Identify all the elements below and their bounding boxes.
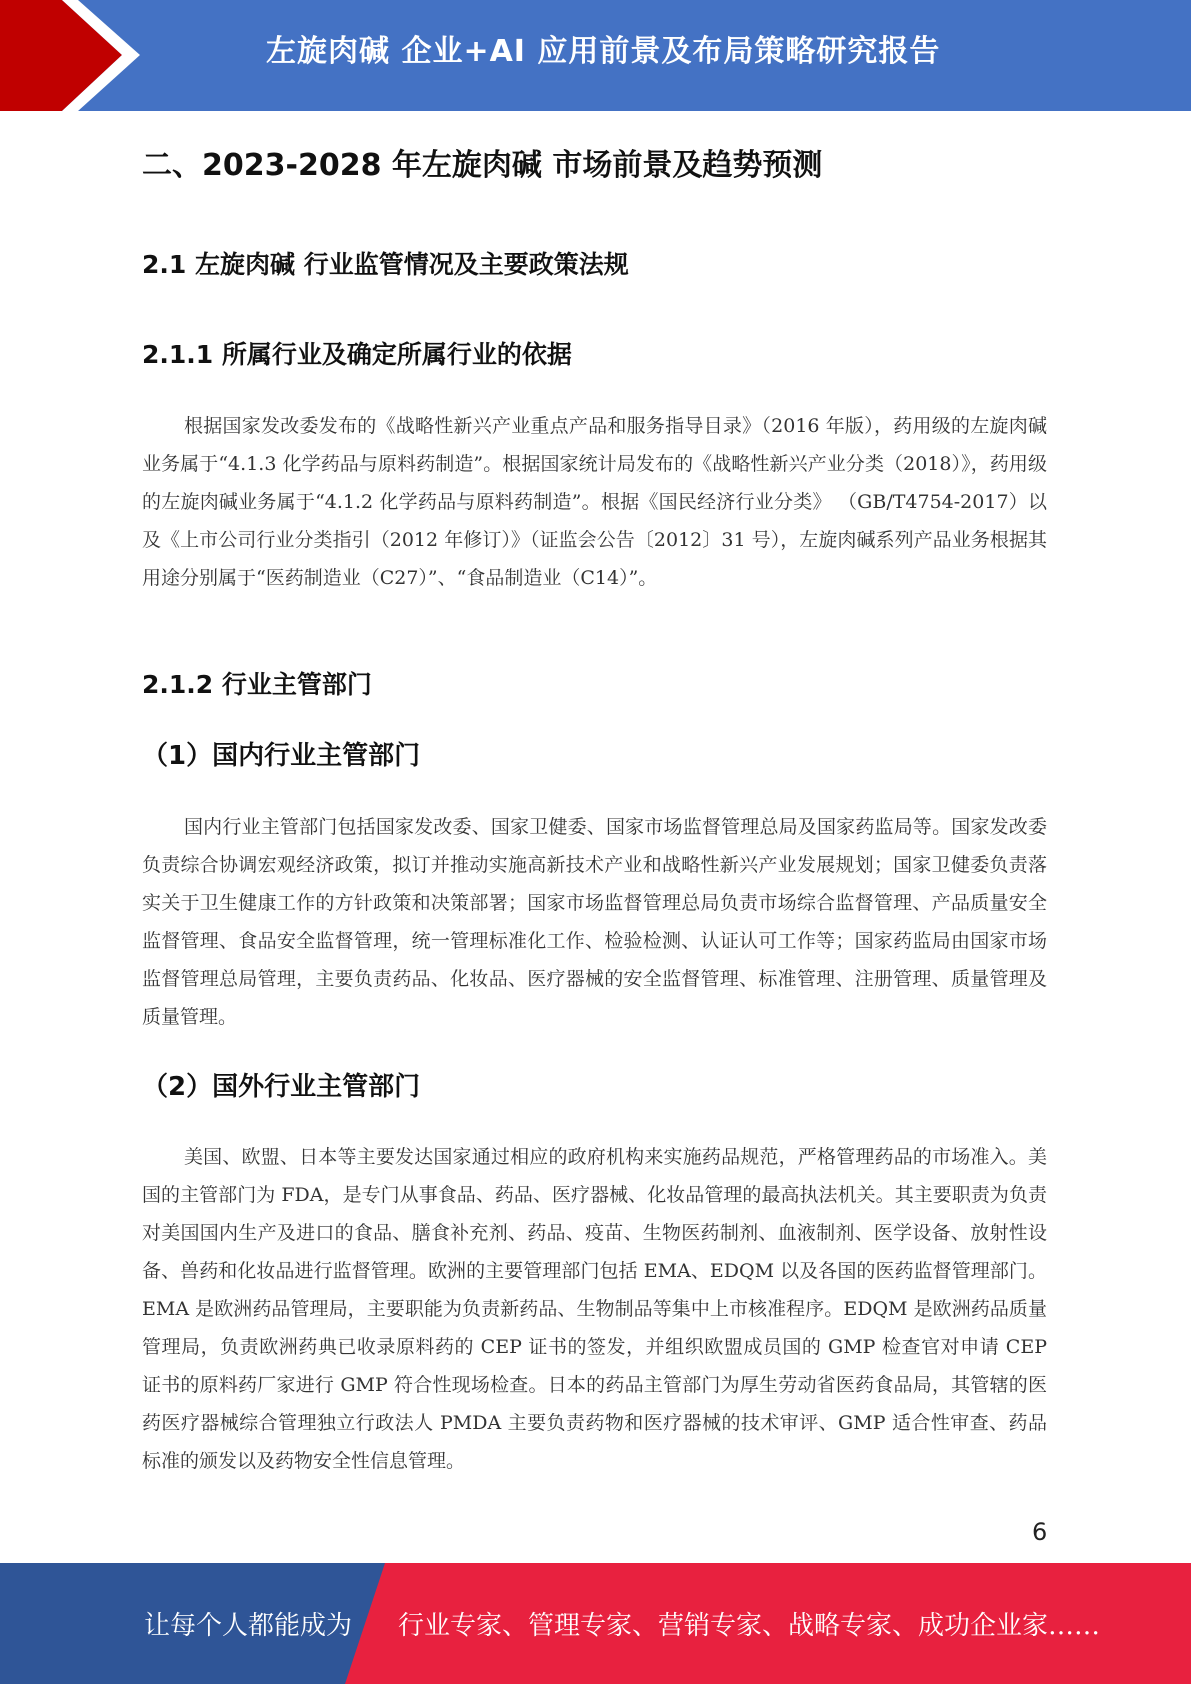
header-arrow-decoration [0,0,160,111]
page-header [0,0,1191,111]
paragraph-domestic-authorities: 国内行业主管部门包括国家发改委、国家卫健委、国家市场监督管理总局及国家药监局等。国家发改委负责综合协调宏观经济政策，拟订并推动实施高新技术产业和战略性新兴产业发展规划；国家卫健委负责落实关于卫生健康工作的方针政策和决策部署；国家市场监督管理总局负责市场综合监督管理、产品质量安全监督管理、食品安全监督管理，统一管理标准化工作、检验检测、认证认可工作等；国家药监局由国家市场监督管理总局管理，主要负责药品、化妆品、医疗器械的安全监督管理、标准管理、注册管理、质量管理及质量管理。 [142,816,1047,1028]
subsection-heading: 2.1.1 所属行业及确定所属行业的依据 [142,340,572,369]
page-number: 6 [1032,1518,1048,1546]
footer-slogan-right: 行业专家、管理专家、营销专家、战略专家、成功企业家…… [398,1611,1101,1641]
paragraph-industry-classification: 根据国家发改委发布的《战略性新兴产业重点产品和服务指导目录》（2016 年版），药用级的左旋肉碱业务属于“4.1.3 化学药品与原料药制造”。根据国家统计局发布的《战略性新兴产业分类（2018）》，药用级的左旋肉碱业务属于“4.1.2 化学药品与原料药制造”。根据《国民经济行业分类》 （GB/T4754-2017）以及《上市公司行业分类指引（2012 年修订）》（证监会公告〔2012〕31 号），左旋肉碱系列产品业务根据其用途分别属于“医药制造业（C27）”、“食品制造业（C14）”。 [142,415,1047,589]
sub-subsection-heading: （1）国内行业主管部门 [142,741,421,771]
subsection-heading: 2.1.2 行业主管部门 [142,670,372,699]
section-heading: 2.1 左旋肉碱 行业监管情况及主要政策法规 [142,250,629,279]
footer-slogan-left: 让每个人都能成为 [144,1611,353,1641]
page-footer [0,1563,1191,1684]
paragraph-foreign-authorities: 美国、欧盟、日本等主要发达国家通过相应的政府机构来实施药品规范，严格管理药品的市场准入。美国的主管部门为 FDA，是专门从事食品、药品、医疗器械、化妆品管理的最高执法机关。其主要职责为负责对美国国内生产及进口的食品、膳食补充剂、药品、疫苗、生物医药制剂、血液制剂、医学设备、放射性设备、兽药和化妆品进行监督管理。欧洲的主要管理部门包括 EMA、EDQM 以及各国的医药监督管理部门。EMA 是欧洲药品管理局，主要职能为负责新药品、生物制品等集中上市核准程序。EDQM 是欧洲药品质量管理局，负责欧洲药典已收录原料药的 CEP 证书的签发，并组织欧盟成员国的 GMP 检查官对申请 CEP 证书的原料药厂家进行 GMP 符合性现场检查。日本的药品主管部门为厚生劳动省医药食品局，其管辖的医药医疗器械综合管理独立行政法人 PMDA 主要负责药物和医疗器械的技术审评、GMP 适合性审查、药品标准的颁发以及药物安全性信息管理。 [142,1146,1047,1472]
sub-subsection-heading: （2）国外行业主管部门 [142,1072,421,1102]
report-title: 左旋肉碱 企业+AI 应用前景及布局策略研究报告 [266,34,941,69]
chapter-heading: 二、2023-2028 年左旋肉碱 市场前景及趋势预测 [142,148,823,183]
